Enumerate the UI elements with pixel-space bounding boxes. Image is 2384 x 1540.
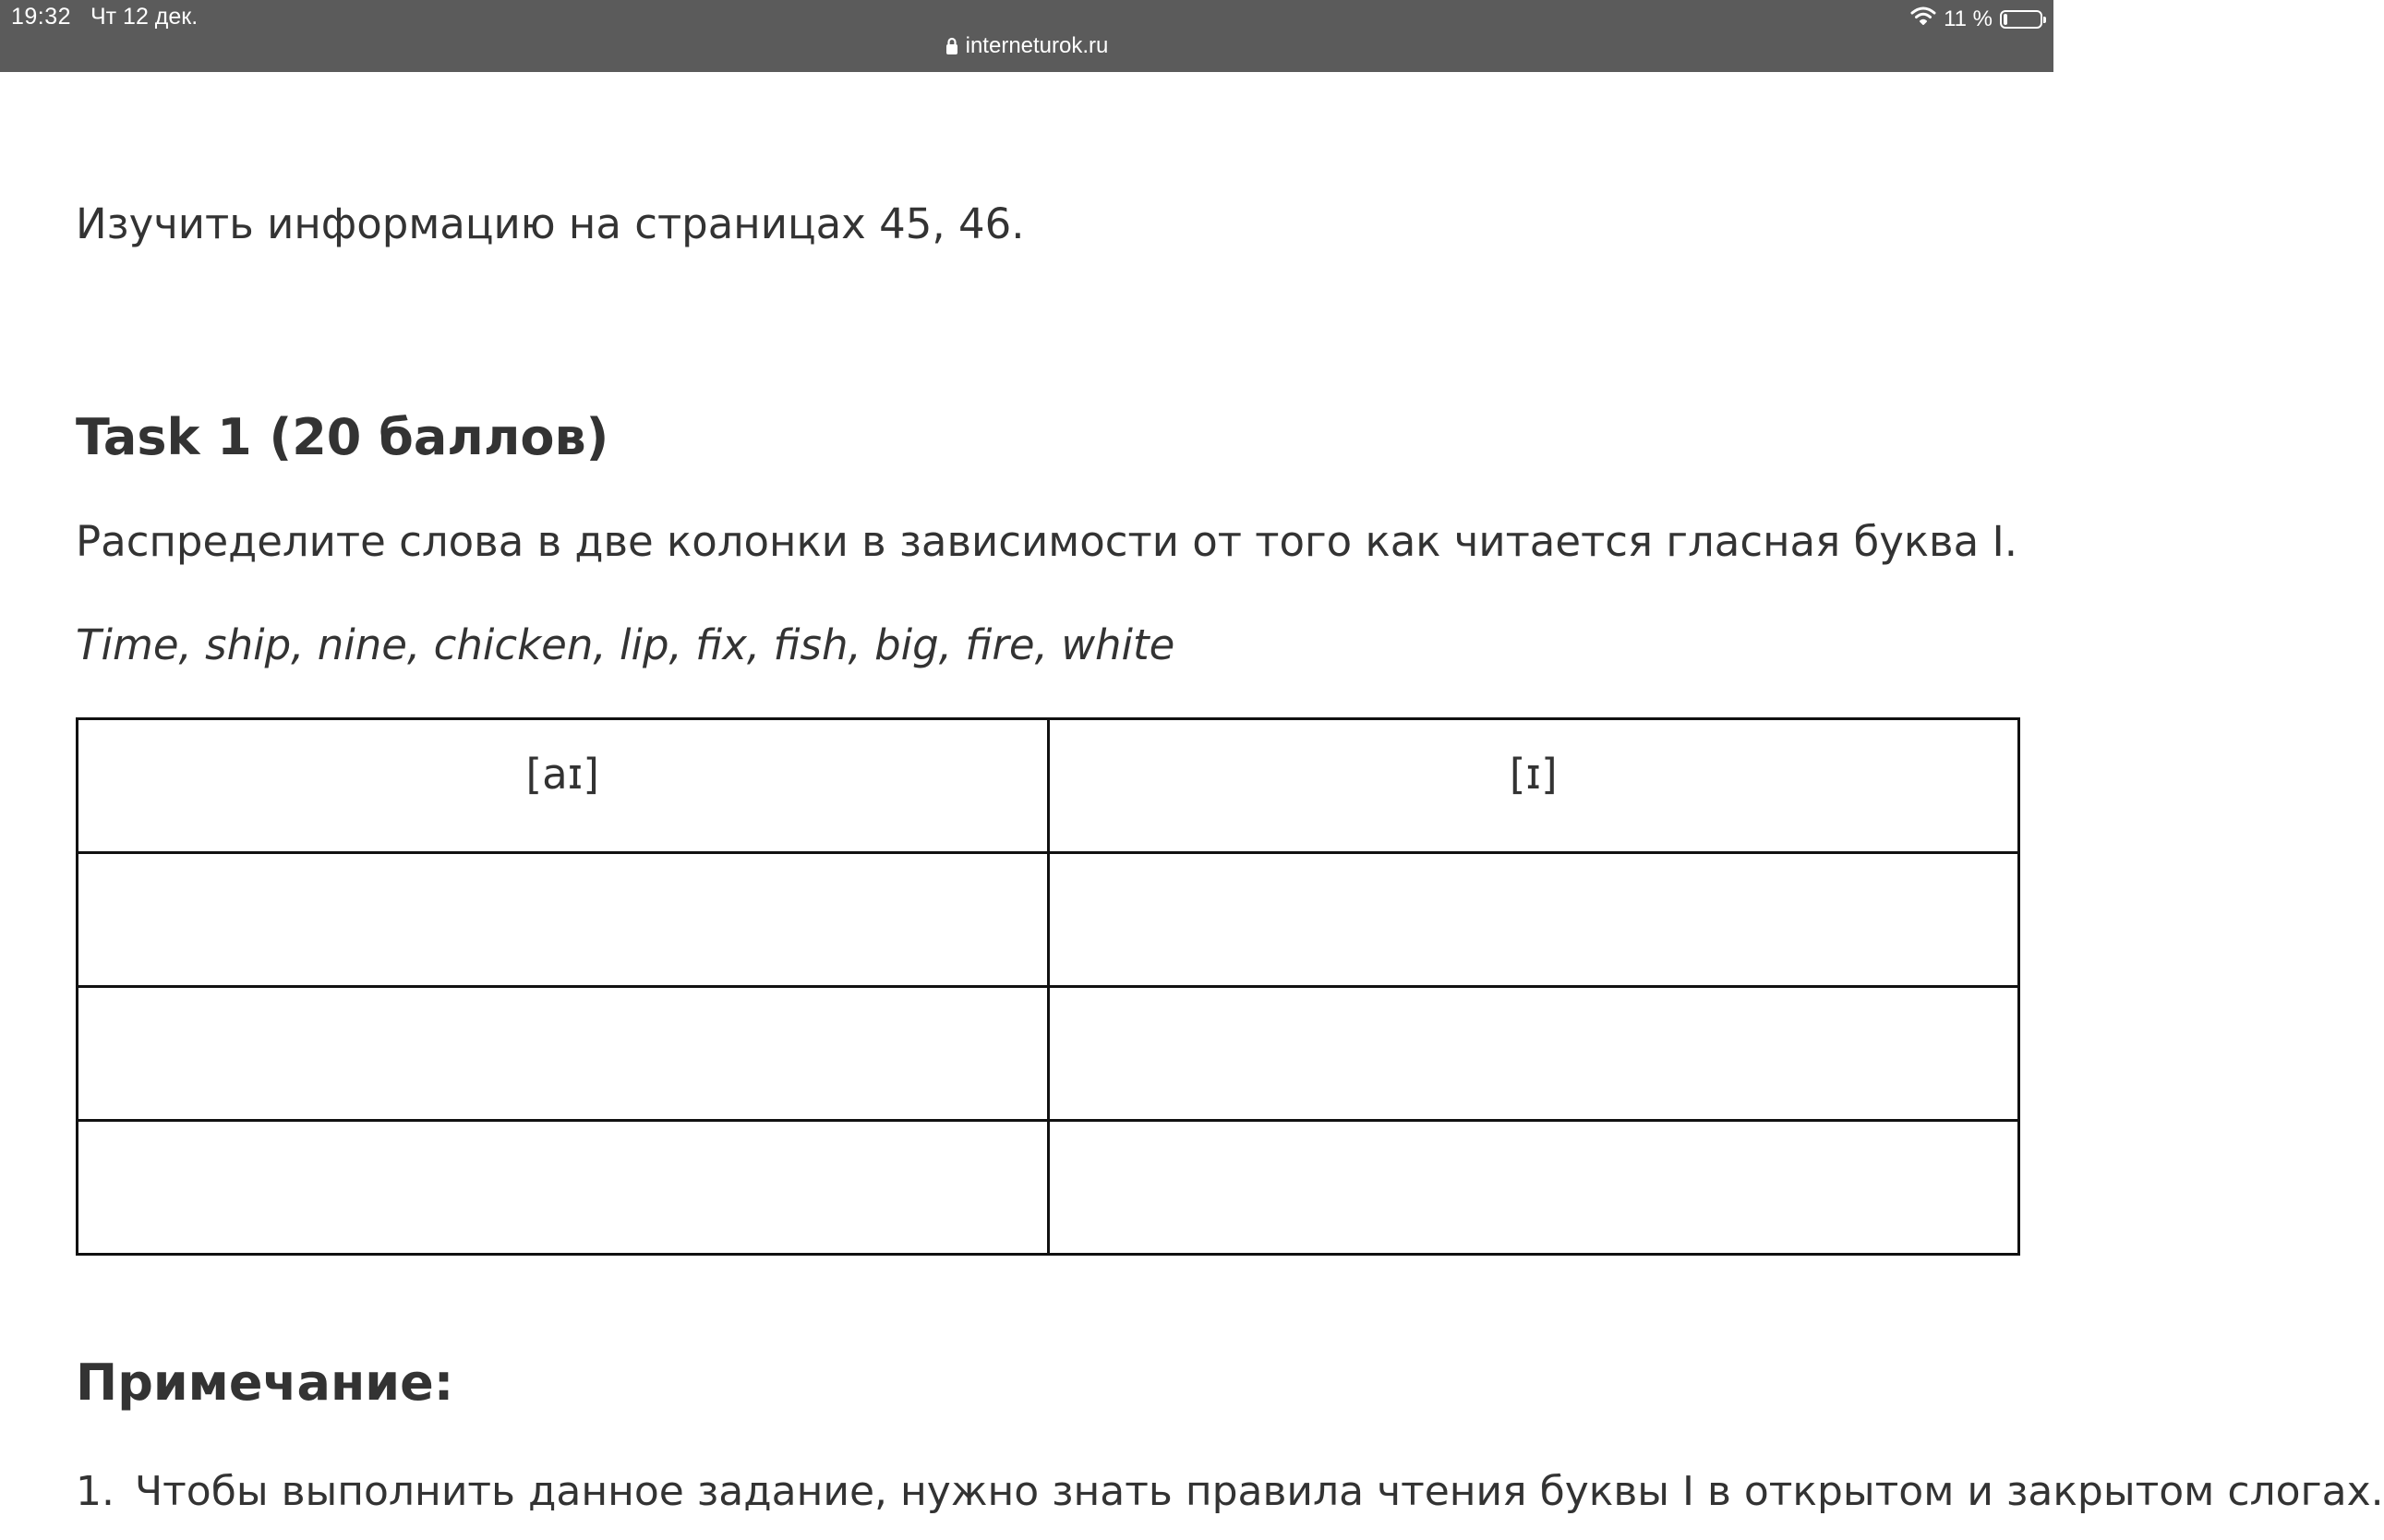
wifi-icon [1910, 6, 1936, 32]
intro-text: Изучить информацию на страницах 45, 46. [76, 199, 1025, 248]
table-header-cell: [ɪ] [1048, 719, 2019, 853]
table-row [78, 987, 2019, 1121]
list-item-text: Чтобы выполнить данное задание, нужно знать правила чтения буквы I в открытом и закрытом слогах. [135, 1468, 2384, 1515]
table-cell [78, 1121, 1049, 1255]
battery-level [2004, 14, 2007, 25]
word-list: Time, ship, nine, chicken, lip, fix, fish, big, fire, white [76, 620, 1175, 669]
table-cell [78, 987, 1049, 1121]
note-title: Примечание: [76, 1354, 454, 1412]
list-item-number: 1. [76, 1468, 114, 1515]
task-instruction: Распределите слова в две колонки в зависимости от того как читается гласная буква I. [76, 517, 2018, 566]
status-icons [1910, 6, 2042, 32]
battery-percent: 11 % [1944, 6, 1993, 31]
table-row [78, 1121, 2019, 1255]
table-row [78, 853, 2019, 987]
note-list [76, 1468, 2384, 1515]
table-cell [1048, 987, 2019, 1121]
address-bar[interactable] [0, 33, 2053, 62]
clock: 19:32 [11, 4, 72, 30]
lock-icon [945, 36, 958, 62]
table-cell [78, 853, 1049, 987]
table-header-cell: [aɪ] [78, 719, 1049, 853]
list-item [76, 1468, 2384, 1515]
answer-table [76, 717, 2020, 1256]
date: Чт 12 дек. [90, 4, 199, 30]
table-cell [1048, 1121, 2019, 1255]
battery-icon [2000, 10, 2042, 29]
status-bar [0, 0, 2053, 72]
table-cell [1048, 853, 2019, 987]
table-header-row [78, 719, 2019, 853]
task-title: Task 1 (20 баллов) [76, 408, 609, 466]
url-text: interneturok.ru [965, 33, 1109, 58]
